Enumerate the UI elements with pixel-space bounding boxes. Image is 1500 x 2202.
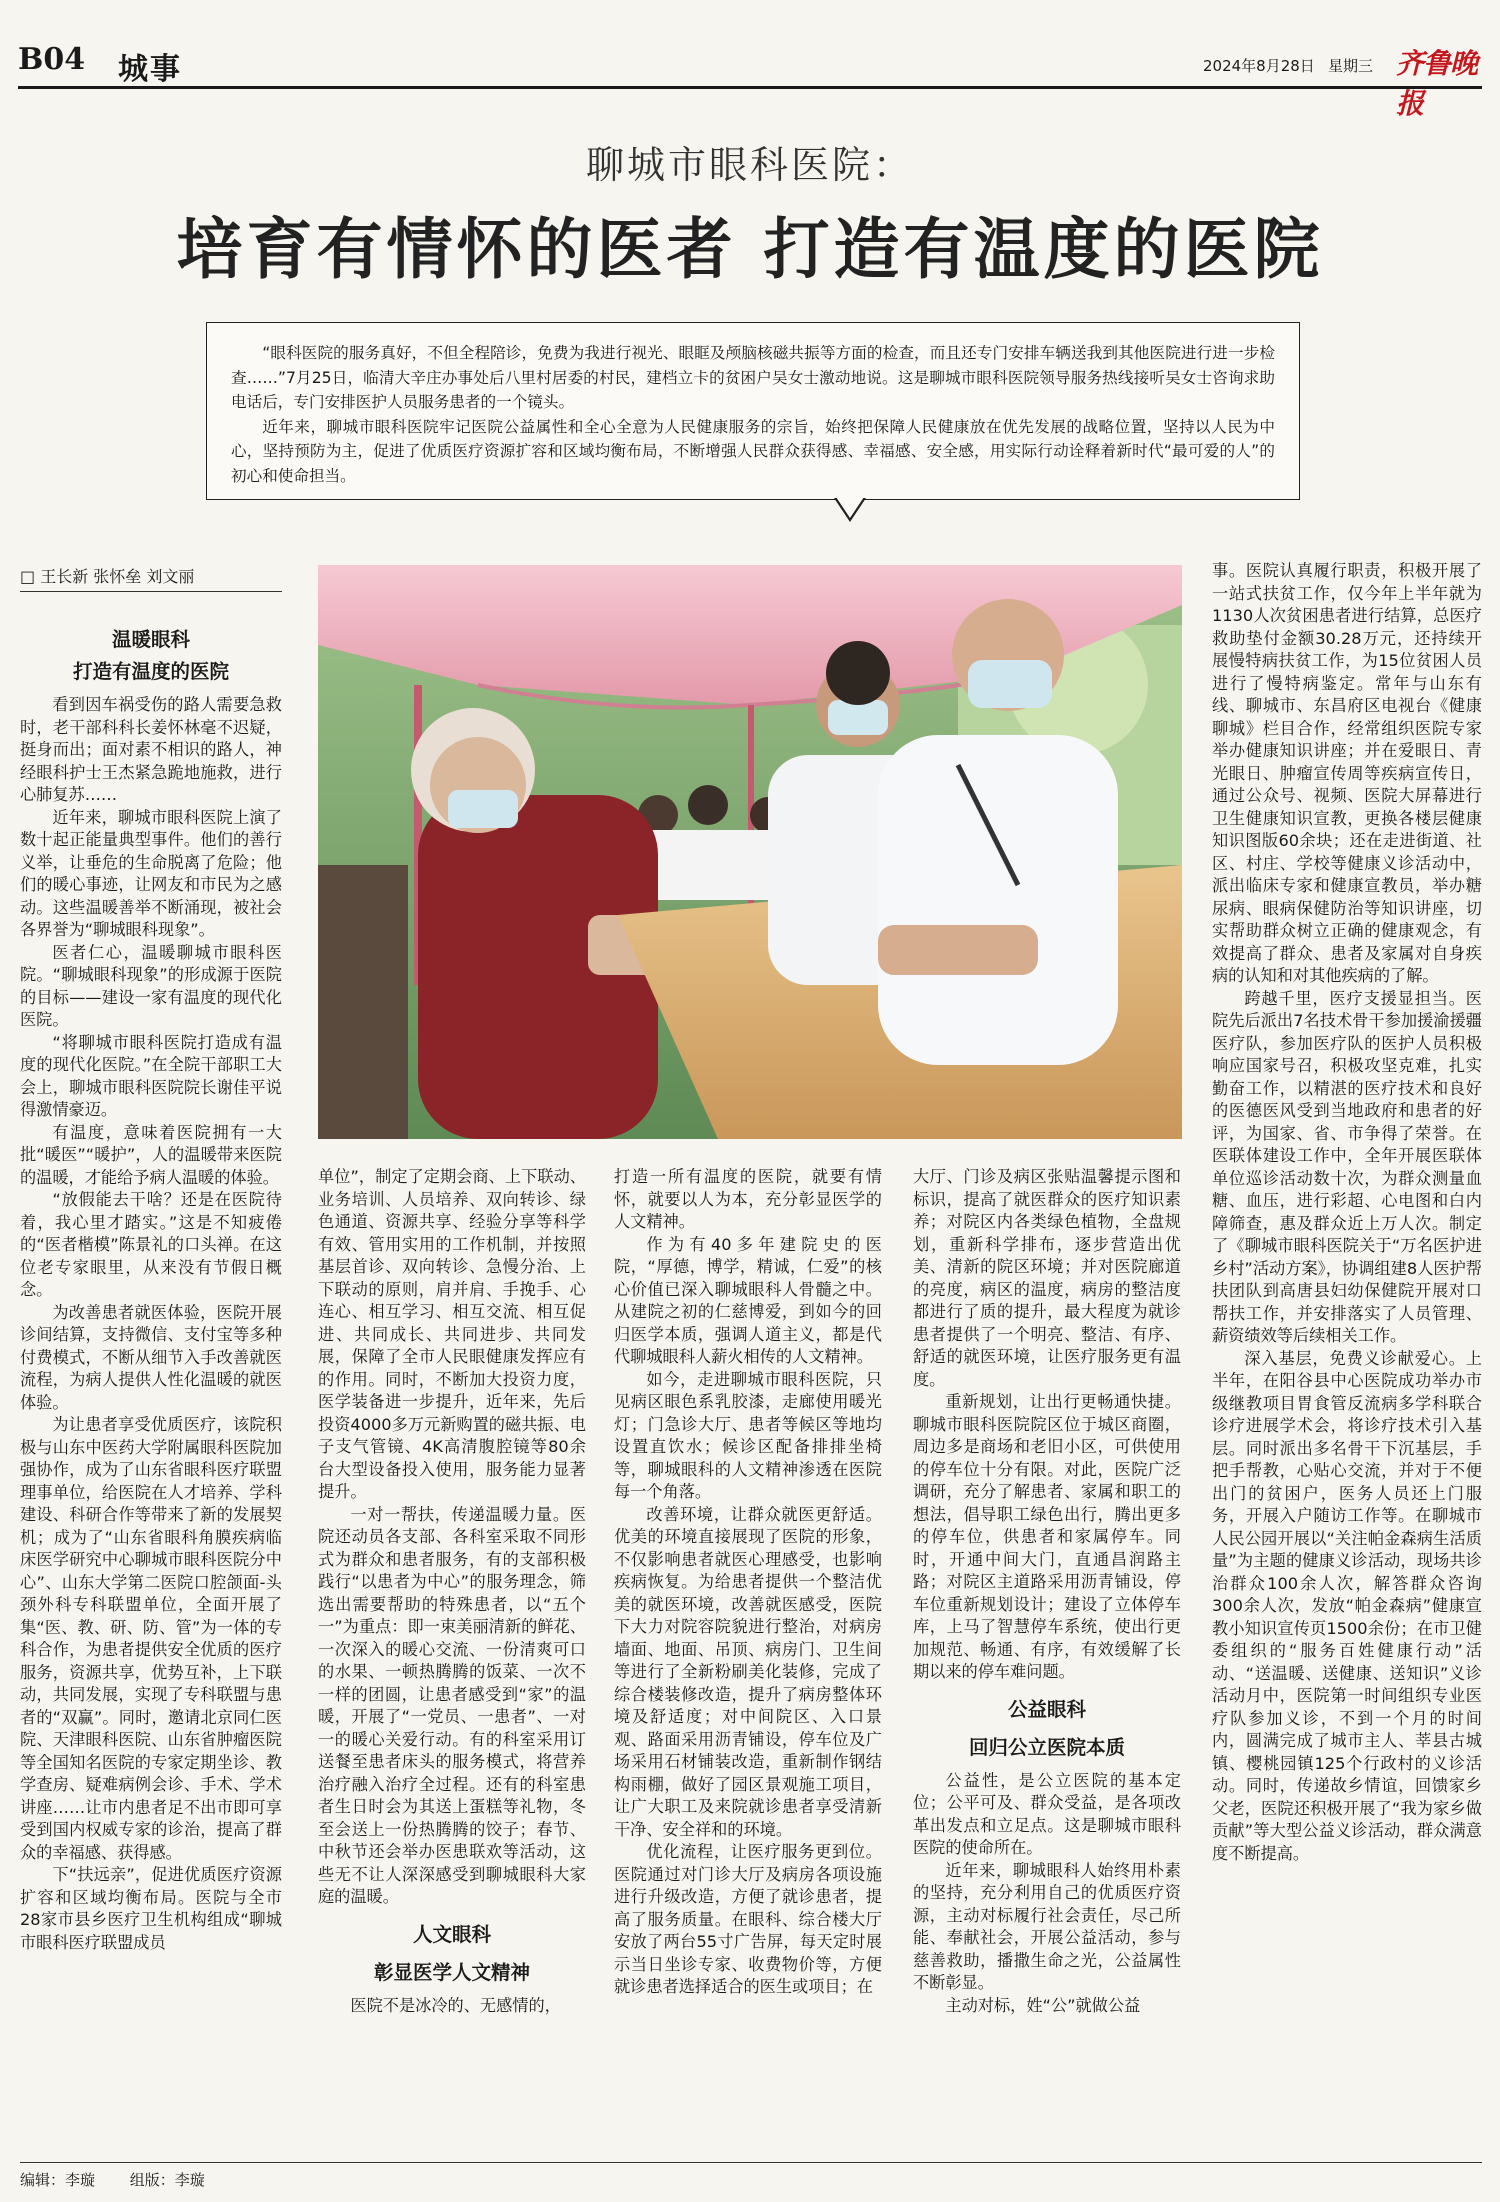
section-name: 城事	[118, 52, 182, 87]
paragraph: 跨越千里，医疗支援显担当。医院先后派出7名技术骨干参加援渝援疆医疗队，参加医疗队的医护人员积极响应国家号召，积极攻坚克难，扎实勤奋工作，以精湛的医疗技术和良好的医德医风受到当地政府和患者的好评，为国家、省、市争得了荣誉。在医联体建设工作中，全年开展医联体单位巡诊活动数十次，为群众测量血糖、血压，进行彩超、心电图和白内障筛查，惠及群众近上万人次。制定了《聊城市眼科医院关于“万名医护进乡村”活动方案》，协调组建8人医护帮扶团队到高唐县妇幼保健院开展对口帮扶工作，并安排落实了人员管理、薪资绩效等后续相关工作。	[1212, 988, 1482, 1345]
paragraph: 为让患者享受优质医疗，该院积极与山东中医药大学附属眼科医院加强协作，成为了山东省眼科医疗联盟理事单位，给医院在人才培养、学科建设、科研合作等带来了新的发展契机；成为了“山东省眼科角膜疾病临床医学研究中心聊城市眼科医院分中心”、山东大学第二医院口腔颌面-头颈外科专科联盟单位，全面开展了集“医、教、研、防、管”为一体的专科合作，为患者提供安全优质的医疗服务，资源共享，优势互补，上下联动，共同发展，实现了专科联盟与患者的“双赢”。同时，邀请北京同仁医院、天津眼科医院、山东省肿瘤医院等全国知名医院的专家定期坐诊、教学查房、疑难病例会诊、手术、学术讲座……让市内患者足不出市即可享受到国内权威专家的诊治，提高了群众的幸福感、获得感。	[20, 1415, 282, 1862]
article-headline: 培育有情怀的医者 打造有温度的医院	[176, 210, 1324, 288]
subheading: 打造有温度的医院	[72, 660, 229, 683]
issue-date: 2024年8月28日	[1203, 57, 1315, 75]
issue-weekday: 星期三	[1328, 57, 1374, 75]
layout-credit: 组版：李璇	[129, 2171, 205, 2189]
paragraph: 如今，走进聊城市眼科医院，只见病区眼色系乳胶漆，走廊使用暖光灯；门急诊大厅、患者等候区等地均设置直饮水；候诊区配备排排坐椅等，聊城眼科的人文精神渗透在医院每一个角落。	[614, 1369, 882, 1501]
lead-paragraph: “眼科医院的服务真好，不但全程陪诊，免费为我进行视光、眼眶及颅脑核磁共振等方面的检查，而且还专门安排车辆送我到其他医院进行进一步检查……”7月25日，临清大辛庄办事处后八里村居委的村民，建档立卡的贫困户吴女士激动地说。这是聊城市眼科医院领导服务热线接听吴女士咨询求助电话后，专门安排医护人员服务患者的一个镜头。	[231, 344, 1275, 411]
subheading: 温暖眼科	[111, 628, 190, 651]
lead-paragraph: 近年来，聊城市眼科医院牢记医院公益属性和全心全意为人民健康服务的宗旨，始终把保障人民健康放在优先发展的战略位置，坚持以人民为中心，坚持预防为主，促进了优质医疗资源扩容和区域均衡布局，不断增强人民群众获得感、幸福感、安全感，用实际行动诠释着新时代“最可爱的人”的初心和使命担当。	[231, 417, 1275, 485]
lead-box-pointer-fill	[836, 497, 864, 518]
paragraph: 改善环境，让群众就医更舒适。优美的环境直接展现了医院的形象，不仅影响患者就医心理感受，也影响疾病恢复。为给患者提供一个整洁优美的就医环境，改善就医感受，医院下大力对院容院貌进行整治，对病房墙面、地面、吊顶、病房门、卫生间等进行了全新粉刷美化装修，完成了综合楼装修改造，提升了病房整体环境及舒适度；对中间院区、入口景观、路面采用沥青铺设，停车位及广场采用石材铺装改造，重新制作钢结构雨棚，做好了园区景观施工项目，让广大职工及来院就诊患者享受清新干净、安全祥和的环境。	[614, 1504, 882, 1839]
paragraph: 打造一所有温度的医院，就要有情怀，就要以人为本，充分彰显医学的人文精神。	[614, 1167, 882, 1231]
article-kicker: 聊城市眼科医院：	[585, 143, 914, 187]
column-2	[318, 1166, 586, 2130]
paragraph: “放假能去干啥？还是在医院待着，我心里才踏实。”这是不知疲倦的“医者楷模”陈景礼的口头禅。在这位老专家眼里，从来没有节假日概念。	[20, 1190, 282, 1299]
subheading: 回归公立医院本质	[968, 1735, 1125, 1759]
paragraph: 看到因车祸受伤的路人需要急救时，老干部科科长姜怀林毫不迟疑，挺身而出；面对素不相识的路人，神经眼科护士王杰紧急跪地施救，进行心肺复苏……	[20, 695, 282, 804]
page-number: B04	[18, 42, 86, 77]
paragraph: 重新规划，让出行更畅通快捷。聊城市眼科医院院区位于城区商圈，周边多是商场和老旧小区，可供使用的停车位十分有限。对此，医院广泛调研，充分了解患者、家属和职工的想法，倡导职工绿色出行，腾出更多的停车位，供患者和家属停车。同时，开通中间大门，直通昌润路主路；对院区主道路采用沥青铺设，停车位重新规划设计；建设了立体停车库，上马了智慧停车系统，使出行更加规范、畅通、有序，有效缓解了长期以来的停车难问题。	[913, 1392, 1181, 1681]
subheading: 彰显医学人文精神	[373, 1960, 530, 1984]
paragraph: 有温度，意味着医院拥有一大批“暖医”“暖护”，人的温暖带来医院的温暖，才能给予病人温暖的体验。	[20, 1122, 282, 1187]
paragraph: 深入基层，免费义诊献爱心。上半年，在阳谷县中心医院成功举办市级继教项目胃食管反流病多学科联合诊疗进展学术会，将诊疗技术引入基层。同时派出多名骨干下沉基层，手把手帮教，心贴心交流，并对于不便出门的贫困户，医务人员还上门服务，开展入户随访工作等。在聊城市人民公园开展以“关注帕金森病生活质量”为主题的健康义诊活动，现场共诊治群众100余人次，解答群众咨询300余人次，发放“帕金森病”健康宣教小知识宣传页1500余份；在市卫健委组织的“服务百姓健康行动”活动、“送温暖、送健康、送知识”义诊活动月中，医院第一时间组织专业医疗队参加义诊，不到一个月的时间内，圆满完成了城市主人、莘县古城镇、樱桃园镇125个行政村的义诊活动。同时，传递故乡情谊，回馈家乡父老，医院还积极开展了“我为家乡做贡献”等大型公益义诊活动，群众满意度不断提高。	[1212, 1348, 1482, 1863]
paragraph: 事。医院认真履行职责，积极开展了一站式扶贫工作，仅今年上半年就为1130人次贫困患者进行结算，总医疗救助垫付金额30.28万元，还持续开展慢特病扶贫工作，为15位贫困人员进行了慢特病鉴定。常年与山东有线、聊城市、东昌府区电视台《健康聊城》栏目合作，经常组织医院专家举办健康知识讲座；并在爱眼日、青光眼日、肿瘤宣传周等疾病宣传日，通过公众号、视频、医院大屏幕进行卫生健康知识宣教，更换各楼层健康知识图版60余块；还在走进街道、社区、村庄、学校等健康义诊活动中，派出临床专家和健康宣教员，举办糖尿病、眼病保健防治等知识讲座，切实帮助群众树立正确的健康观念，有效提高了群众、患者及家属对自身疾病的认知和对其他疾病的了解。	[1212, 561, 1482, 985]
page-footer	[20, 2162, 1482, 2190]
paragraph: 医院不是冰冷的、无感情的，	[350, 1995, 561, 2015]
paragraph: “将聊城市眼科医院打造成有温度的现代化医院。”在全院干部职工大会上，聊城市眼科医院院长谢佳平说得激情豪迈。	[20, 1032, 282, 1119]
subheading: 人文眼科	[412, 1922, 491, 1946]
column-3	[614, 1166, 882, 2130]
paragraph: 下“扶远亲”，促进优质医疗资源扩容和区域均衡布局。医院与全市28家市县乡医疗卫生机构组成“聊城市眼科医疗联盟成员	[20, 1865, 282, 1952]
subheading: 公益眼科	[1007, 1697, 1086, 1721]
paragraph: 近年来，聊城市眼科医院上演了数十起正能量典型事件。他们的善行义举，让垂危的生命脱离了危险；他们的暖心事迹，让网友和市民为之感动。这些温暖善举不断涌现，被社会各界誉为“聊城眼科现象”。	[20, 807, 282, 939]
column-1	[20, 618, 282, 2130]
column-4	[913, 1166, 1181, 2130]
editor-credit: 编辑：李璇	[20, 2171, 96, 2189]
newspaper-logo: 齐鲁晚报	[1396, 47, 1478, 120]
paragraph: 一对一帮扶，传递温暖力量。医院还动员各支部、各科室采取不同形式为群众和患者服务，有的支部积极践行“以患者为中心”的服务理念，筛选出需要帮助的特殊患者，以“五个一”为重点：即一束美丽清新的鲜花、一次深入的暖心交流、一份清爽可口的水果、一顿热腾腾的饭菜、一次不一样的团圆，让患者感受到“家”的温暖，开展了“一党员、一患者”、一对一的暖心关爱行动。有的科室采用订送餐至患者床头的服务模式，将营养治疗融入治疗全过程。还有的科室患者生日时会为其送上蛋糕等礼物，冬至会送上一份热腾腾的饺子；春节、中秋节还会举办医患联欢等活动，这些无不让人深深感受到聊城眼科大家庭的温暖。	[318, 1504, 586, 1906]
paragraph: 近年来，聊城眼科人始终用朴素的坚持，充分利用自己的优质医疗资源，主动对标履行社会责任，尽己所能、奉献社会，开展公益活动，参与慈善救助，播撒生命之光，公益属性不断彰显。	[913, 1860, 1181, 1992]
paragraph: 医者仁心，温暖聊城市眼科医院。“聊城眼科现象”的形成源于医院的目标——建设一家有温度的现代化医院。	[20, 942, 282, 1029]
column-5	[1212, 560, 1482, 2130]
paragraph: 作为有40多年建院史的医院，“厚德，博学，精诚，仁爱”的核心价值已深入聊城眼科人骨髓之中。从建院之初的仁慈博爱，到如今的回归医学本质，强调人道主义，都是代代聊城眼科人薪火相传的人文精神。	[614, 1234, 882, 1366]
paragraph: 单位”，制定了定期会商、上下联动、业务培训、人员培养、双向转诊、绿色通道、资源共享、经验分享等科学有效、管用实用的工作机制，并按照基层首诊、双向转诊、急慢分治、上下联动的原则，肩并肩、手挽手、心连心、相互学习、相互交流、相互促进、共同成长、共同进步、共同发展，保障了全市人民眼健康发挥应有的作用。同时，不断加大投资力度，医学装备进一步提升，近年来，先后投资4000多万元新购置的磁共振、电子支气管镜、4K高清腹腔镜等80余台大型设备投入使用，服务能力显著提升。	[318, 1167, 586, 1501]
paragraph: 大厅、门诊及病区张贴温馨提示图和标识，提高了就医群众的医疗知识素养；对院区内各类绿色植物，全盘规划，重新科学排布，逐步营造出优美、清新的院区环境；并对医院廊道的亮度，病区的温度，病房的整洁度都进行了质的提升，最大程度为就诊患者提供了一个明亮、整洁、有序、舒适的就医环境，让医疗服务更有温度。	[913, 1167, 1181, 1389]
paragraph: 优化流程，让医疗服务更到位。医院通过对门诊大厅及病房各项设施进行升级改造，方便了就诊患者，提高了服务质量。在眼科、综合楼大厅安放了两台55寸广告屏，每天定时展示当日坐诊专家、收费物价等，方便就诊患者选择适合的医生或项目；在	[614, 1842, 882, 1996]
paragraph: 为改善患者就医体验，医院开展诊间结算，支持微信、支付宝等多种付费模式，不断从细节入手改善就医流程，为病人提供人性化温暖的就医体验。	[20, 1302, 282, 1412]
byline: □ 王长新 张怀垒 刘文丽	[20, 564, 282, 592]
event-photo	[318, 565, 1182, 1139]
masthead	[18, 38, 1482, 120]
paragraph: 主动对标，姓“公”就做公益	[945, 1995, 1141, 2015]
paragraph: 公益性，是公立医院的基本定位；公平可及、群众受益，是各项改革出发点和立足点。这是聊城市眼科医院的使命所在。	[913, 1770, 1181, 1857]
lead-box	[206, 322, 1300, 500]
